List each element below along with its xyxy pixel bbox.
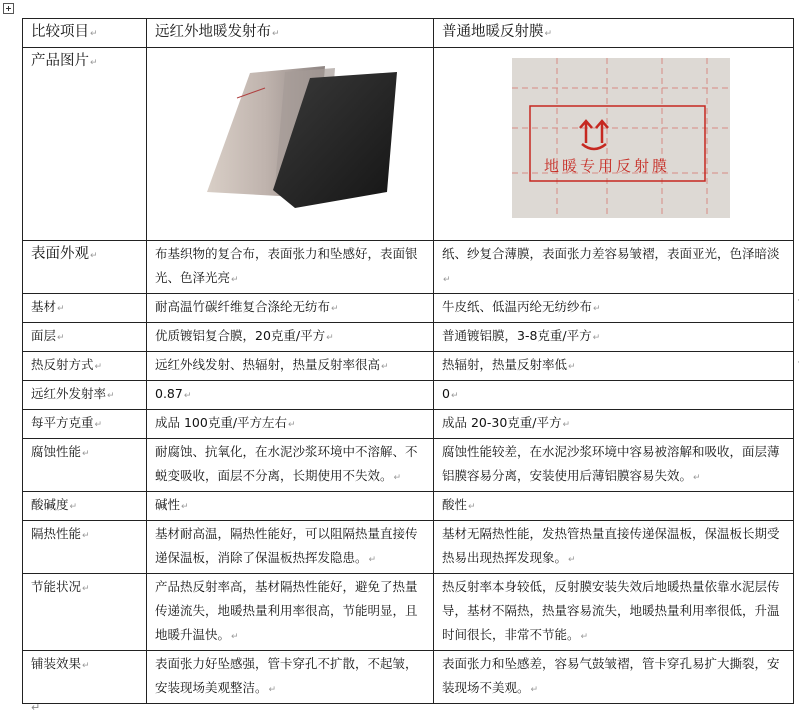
edge-mark: · xyxy=(797,296,800,306)
table-row xyxy=(23,521,794,574)
cell-text: 腐蚀性能 xyxy=(31,444,82,459)
cell-text: 布基织物的复合布，表面张力和坠感好，表面银光、色泽光亮 xyxy=(155,246,418,285)
row-label: 面层↵ xyxy=(23,323,147,352)
row-label: 远红外发射率↵ xyxy=(23,381,147,410)
cell-text: 远红外线发射、热辐射，热量反射率很高 xyxy=(155,357,381,372)
header-product-b: 普通地暖反射膜↵ xyxy=(434,19,794,48)
cell-text: 表面张力好坠感强，管卡穿孔不扩散，不起皱，安装现场美观整洁。 xyxy=(155,656,418,695)
edge-mark: · xyxy=(797,358,800,368)
row-label: 铺装效果↵ xyxy=(23,651,147,704)
table-row xyxy=(23,323,794,352)
cell-text: 远红外发射率 xyxy=(31,386,107,401)
cell-text: 节能状况 xyxy=(31,579,82,594)
row-label: 每平方克重↵ xyxy=(23,410,147,439)
cell-product-b: 热反射率本身较低，反射膜安装失效后地暖热量依靠水泥层传导，基材不隔热，热量容易流失，地暖热量利用率很低，升温时间很长，非常不节能。↵ xyxy=(434,574,794,651)
row-label: 热反射方式↵ xyxy=(23,352,147,381)
cell-text: 热辐射，热量反射率低 xyxy=(442,357,568,372)
cell-text: 面层 xyxy=(31,328,57,343)
image-row-label: 产品图片↵ xyxy=(23,48,147,241)
cell-text: 腐蚀性能较差，在水泥沙浆环境中容易被溶解和吸收，面层薄铝膜容易分离，安装使用后薄铝膜容易失效。 xyxy=(442,444,780,483)
table-row xyxy=(23,574,794,651)
cell-product-a: 耐腐蚀、抗氧化，在水泥沙浆环境中不溶解、不蜕变吸收，面层不分离，长期使用不失效。↵ xyxy=(147,439,434,492)
cell-product-a: 优质镀铝复合膜，20克重/平方↵ xyxy=(147,323,434,352)
table-row xyxy=(23,439,794,492)
cell-text: 普通镀铝膜，3-8克重/平方 xyxy=(442,328,592,343)
cell-text: 基材 xyxy=(31,299,57,314)
cell-product-a: 耐高温竹碳纤维复合涤纶无纺布↵ xyxy=(147,294,434,323)
header-product-a: 远红外地暖发射布↵ xyxy=(147,19,434,48)
cell-text: 产品热反射率高，基材隔热性能好，避免了热量传递流失，地暖热量利用率很高，节能明显，且地暖升温快。 xyxy=(155,579,418,642)
header-item: 比较项目↵ xyxy=(23,19,147,48)
far-infrared-cloth-image xyxy=(175,58,405,230)
cell-text: 耐腐蚀、抗氧化，在水泥沙浆环境中不溶解、不蜕变吸收，面层不分离，长期使用不失效。 xyxy=(155,444,418,483)
cell-text: 基材耐高温，隔热性能好，可以阻隔热量直接传递保温板，消除了保温板热挥发隐患。 xyxy=(155,526,418,565)
cell-product-a: 碱性↵ xyxy=(147,492,434,521)
cell-text: 每平方克重 xyxy=(31,415,94,430)
film-caption: 地暖专用反射膜 xyxy=(544,157,671,175)
cell-text: 酸碱度 xyxy=(31,497,69,512)
cell-product-b: 基材无隔热性能，发热管热量直接传递保温板，保温板长期受热易出现热挥发现象。↵ xyxy=(434,521,794,574)
cell-text: 表面张力和坠感差，容易气鼓皱褶，管卡穿孔易扩大撕裂，安装现场不美观。 xyxy=(442,656,780,695)
cell-text: 基材无隔热性能，发热管热量直接传递保温板，保温板长期受热易出现热挥发现象。 xyxy=(442,526,780,565)
cell-product-a: 0.87↵ xyxy=(147,381,434,410)
cell-text: 成品 100克重/平方左右 xyxy=(155,415,288,430)
row-label: 表面外观↵ xyxy=(23,241,147,294)
table-row xyxy=(23,410,794,439)
row-label: 节能状况↵ xyxy=(23,574,147,651)
reflective-film-image xyxy=(512,58,730,218)
cell-product-b: 纸、纱复合薄膜，表面张力差容易皱褶，表面亚光，色泽暗淡↵ xyxy=(434,241,794,294)
cell-text: 碱性 xyxy=(155,497,181,512)
cell-product-a: 远红外线发射、热辐射，热量反射率很高↵ xyxy=(147,352,434,381)
cell-product-b: 酸性↵ xyxy=(434,492,794,521)
cell-text: 优质镀铝复合膜，20克重/平方 xyxy=(155,328,326,343)
row-label: 隔热性能↵ xyxy=(23,521,147,574)
table-move-handle[interactable] xyxy=(3,3,14,14)
image-cell-a xyxy=(147,48,434,241)
cell-product-b: 0↵ xyxy=(434,381,794,410)
image-cell-b xyxy=(434,48,794,241)
cell-text: 铺装效果 xyxy=(31,656,82,671)
cell-product-a: 成品 100克重/平方左右↵ xyxy=(147,410,434,439)
row-label: 基材↵ xyxy=(23,294,147,323)
cell-product-a: 产品热反射率高，基材隔热性能好，避免了热量传递流失，地暖热量利用率很高，节能明显，且地暖升温快。↵ xyxy=(147,574,434,651)
cell-product-b: 表面张力和坠感差，容易气鼓皱褶，管卡穿孔易扩大撕裂，安装现场不美观。↵ xyxy=(434,651,794,704)
row-label: 酸碱度↵ xyxy=(23,492,147,521)
table-row xyxy=(23,241,794,294)
table-row xyxy=(23,352,794,381)
cell-text: 热反射方式 xyxy=(31,357,94,372)
cell-product-b: 普通镀铝膜，3-8克重/平方↵ xyxy=(434,323,794,352)
cell-text: 耐高温竹碳纤维复合涤纶无纺布 xyxy=(155,299,331,314)
cell-product-a: 基材耐高温，隔热性能好，可以阻隔热量直接传递保温板，消除了保温板热挥发隐患。↵ xyxy=(147,521,434,574)
cell-text: 热反射率本身较低，反射膜安装失效后地暖热量依靠水泥层传导，基材不隔热，热量容易流失，地暖热量利用率很低，升温时间很长，非常不节能。 xyxy=(442,579,780,642)
table-row xyxy=(23,294,794,323)
cell-text: 成品 20-30克重/平方 xyxy=(442,415,562,430)
table-row xyxy=(23,651,794,704)
cell-product-a: 表面张力好坠感强，管卡穿孔不扩散，不起皱，安装现场美观整洁。↵ xyxy=(147,651,434,704)
cell-product-a: 布基织物的复合布，表面张力和坠感好，表面银光、色泽光亮↵ xyxy=(147,241,434,294)
cell-text: 表面外观 xyxy=(31,246,89,262)
cell-text: 牛皮纸、低温丙纶无纺纱布 xyxy=(442,299,593,314)
cell-product-b: 成品 20-30克重/平方↵ xyxy=(434,410,794,439)
paragraph-mark: ↵ xyxy=(31,701,41,714)
cell-text: 纸、纱复合薄膜，表面张力差容易皱褶，表面亚光，色泽暗淡 xyxy=(442,246,780,261)
cell-product-b: 热辐射，热量反射率低↵ xyxy=(434,352,794,381)
cell-product-b: 腐蚀性能较差，在水泥沙浆环境中容易被溶解和吸收，面层薄铝膜容易分离，安装使用后薄铝膜容易失效。↵ xyxy=(434,439,794,492)
cell-text: 酸性 xyxy=(442,497,468,512)
row-label: 腐蚀性能↵ xyxy=(23,439,147,492)
table-row xyxy=(23,381,794,410)
comparison-table xyxy=(22,18,794,704)
cell-text: 0 xyxy=(442,386,450,401)
cell-text: 隔热性能 xyxy=(31,526,82,541)
cell-product-b: 牛皮纸、低温丙纶无纺纱布↵ xyxy=(434,294,794,323)
image-row xyxy=(23,48,794,241)
table-row xyxy=(23,492,794,521)
table-header-row xyxy=(23,19,794,48)
cell-text: 0.87 xyxy=(155,386,183,401)
